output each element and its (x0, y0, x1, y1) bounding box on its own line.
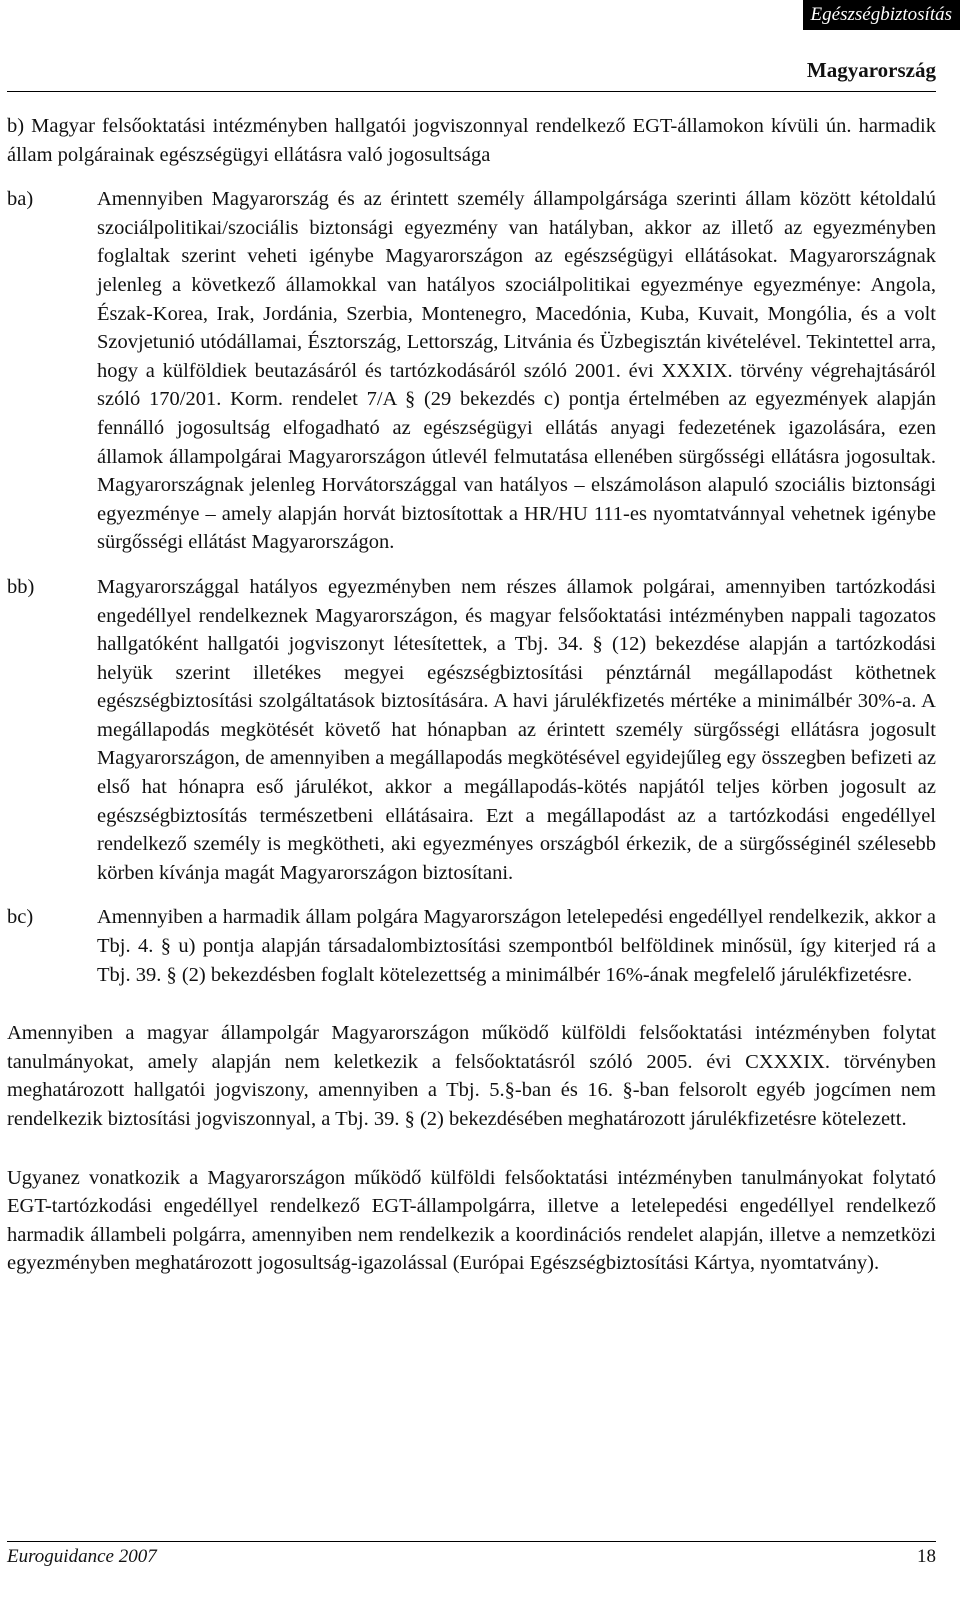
list-item-bc (7, 903, 936, 989)
footer-publisher: Euroguidance 2007 (7, 1546, 157, 1567)
list-marker: ba) (7, 188, 34, 211)
header-divider (7, 91, 936, 92)
footer-divider (7, 1541, 936, 1542)
country-title: Magyarország (806, 58, 936, 82)
list-item-bb (7, 573, 936, 888)
paragraph-hungarian-citizens: Amennyiben a magyar állampolgár Magyarországon működő külföldi felsőoktatási intézményben folytat tanulmányokat, amely alapján nem keletkezik a felsőoktatásról szóló 2005. évi CXXXIX. törvényben meghatározott hallgatói jogviszony, amennyiben a Tbj. 5.§-ban és 16. §-ban felsorolt egyéb jogcímen nem rendelkezik biztosítási jogviszonnyal, a Tbj. 39. § (2) bekezdésében meghatározott járulékfizetésre kötelezett. (7, 1022, 936, 1130)
document-body (7, 112, 936, 1278)
list-item-ba (7, 185, 936, 557)
list-marker: bc) (7, 906, 34, 929)
list-item-text: Amennyiben a harmadik állam polgára Magyarországon letelepedési engedéllyel rendelkezik, akkor a Tbj. 4. § u) pontja alapján társadalombiztosítási szempontból belföldinek minősül, így kiterjed rá a Tbj. 39. § (2) bekezdésben foglalt kötelezettség a minimálbér 16%-ának megfelelő járulékfizetésre. (97, 906, 936, 986)
list-marker: bb) (7, 575, 35, 598)
list-item-text: Amennyiben Magyarország és az érintett személy állampolgársága szerinti állam között kétoldalú szociálpolitikai/szociális biztonsági egyezmény van hatályban, akkor az illető az egyezményben foglaltak szerint veheti igénybe Magyarországon az egészségügyi ellátásokat. Magyarországnak jelenleg a következő államokkal van hatályos szociálpolitikai egyezménye egyezménye: Angola, Észak-Korea, Irak, Jordánia, Szerbia, Montenegro, Macedónia, Kuba, Kuvait, Mongólia, és a volt Szovjetunió utódállamai, Észtország, Lettország, Litvánia és Üzbegisztán kivételével. Tekintettel arra, hogy a külföldiek beutazásáról és tartózkodásáról szóló 2001. évi XXXIX. törvény végrehajtásáról szóló 170/201. Korm. rendelet 7/A § (29 bekezdés c) pontja értelmében az egyezmények alapján fennálló jogosultság elfogadható az egészségügyi ellátás anyagi fedezetének igazolására, ezen államok állampolgárai Magyarországon útlevél felmutatása ellenében sürgősségi ellátásra jogosultak. Magyarországnak jelenleg Horvátországgal van hatályos – elszámoláson alapuló szociális biztonsági egyezménye – amely alapján horvát biztosítottak a HR/HU 111-es nyomtatvánnyal vehetnek igénybe sürgősségi ellátást Magyarországon. (97, 188, 936, 554)
page-number: 18 (917, 1546, 936, 1567)
paragraph-egt-citizens: Ugyanez vonatkozik a Magyarországon működő külföldi felsőoktatási intézményben tanulmányokat folytató EGT-tartózkodási engedéllyel rendelkező EGT-állampolgárra, illetve a letelepedési engedéllyel rendelkező harmadik állambeli polgárra, amennyiben nem rendelkezik a koordinációs rendelet alapján, illetve a nemzetközi egyezményben meghatározott jogosultság-igazolással (Európai Egészségbiztosítási Kártya, nyomtatvány). (7, 1166, 936, 1275)
list-item-text: Magyarországgal hatályos egyezményben nem részes államok polgárai, amennyiben tartózkodási engedéllyel rendelkeznek Magyarországon, és magyar felsőoktatási intézményben nappali tagozatos hallgatóként hallgatói jogviszonyt létesítettek, a Tbj. 34. § (12) bekezdése alapján a tartózkodási helyük szerint illetékes megyei egészségbiztosítási pénztárnál megállapodást köthetnek egészségbiztosítási szolgáltatások biztosítására. A havi járulékfizetés mértéke a minimálbér 30%-a. A megállapodás megkötését követő hat hónapban az érintett személy sürgősségi ellátásra jogosult Magyarországon, de amennyiben a megállapodás megkötésével egyidejűleg egy összegben befizeti az első hat hónapra eső járulékot, akkor a megállapodás-kötés napjától teljes körben jogosult az egészségbiztosítás természetbeni ellátásaira. Ezt a megállapodást az a tartózkodási engedéllyel rendelkező személy is megkötheti, aki egyezményes országból érkezik, de a sürgősséginél szélesebb körben kívánja magát Magyarországon biztosítani. (97, 575, 936, 884)
section-b-heading: b) Magyar felsőoktatási intézményben hallgatói jogviszonnyal rendelkező EGT-államokon kívüli ún. harmadik állam polgárainak egészségügyi ellátásra való jogosultsága (7, 115, 936, 166)
section-badge: Egészségbiztosítás (803, 0, 960, 30)
